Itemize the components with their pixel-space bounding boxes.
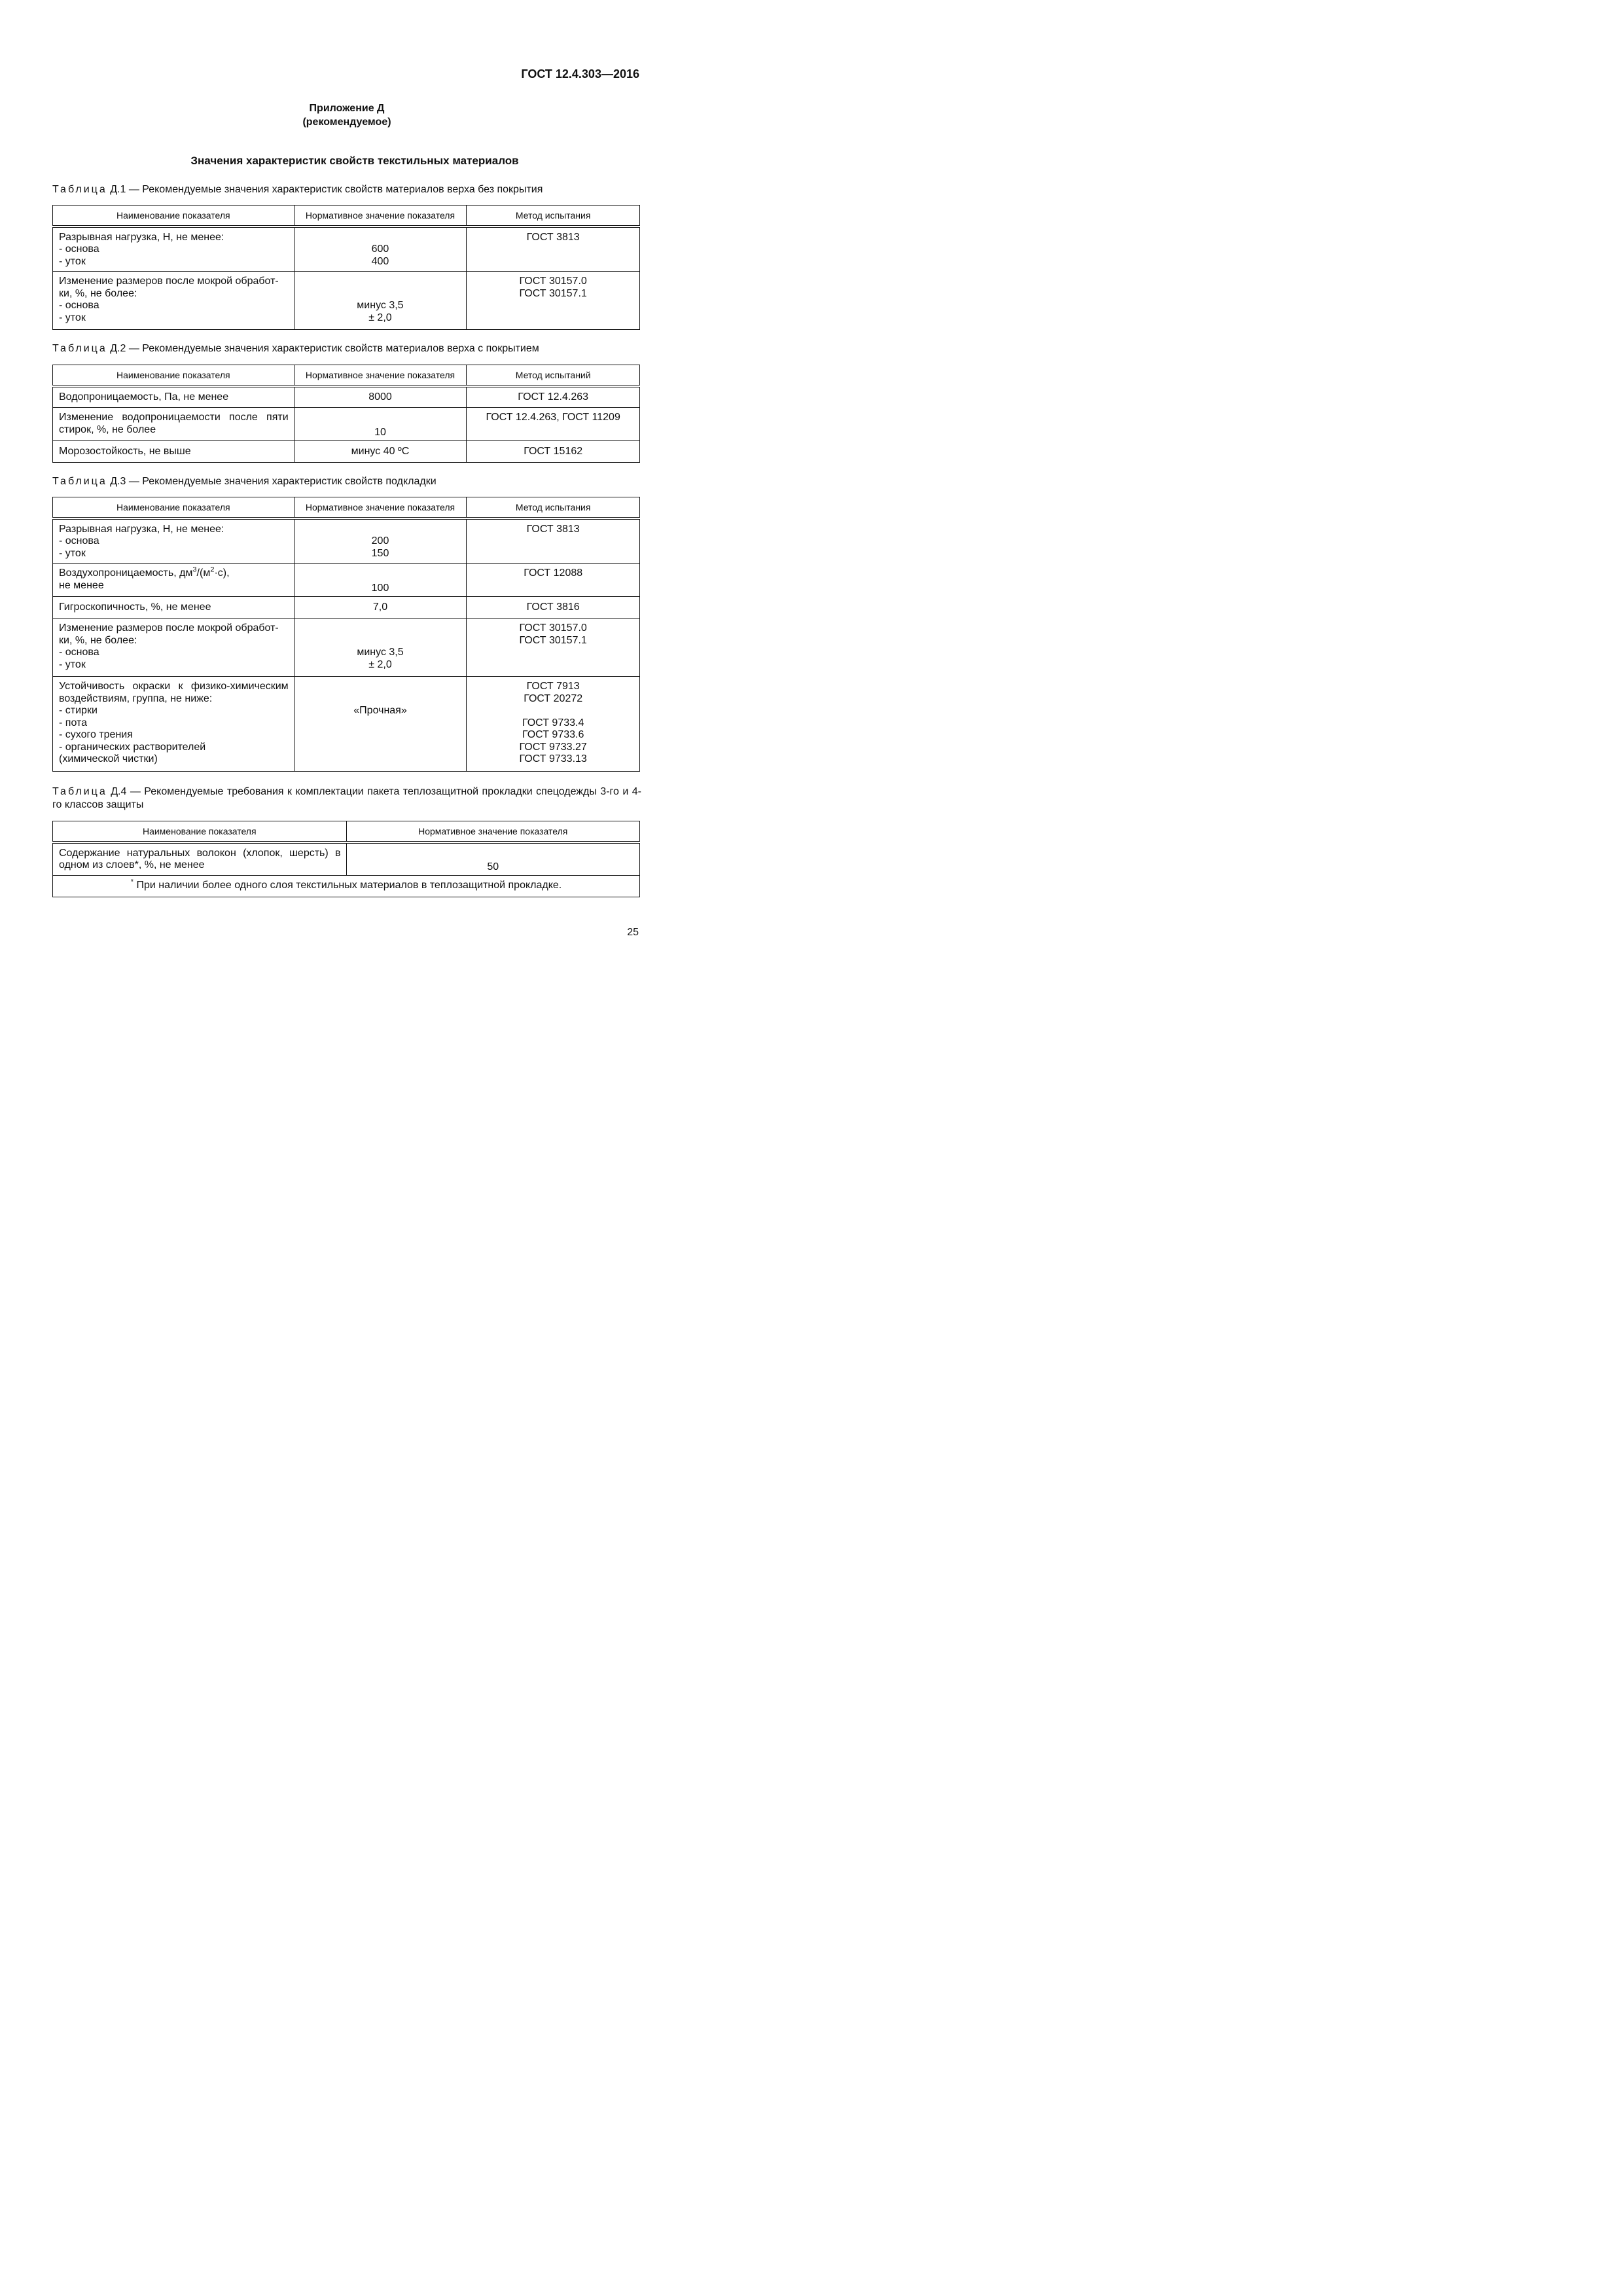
table-prefix: Таблица: [52, 786, 107, 797]
table-d3-caption: [52, 475, 641, 488]
indicator-value: 50: [346, 842, 639, 876]
table-caption-text: Д.4 — Рекомендуемые требования к комплектации пакета теплозащитной прокладки спецодежды 3-го и 4-го классов защиты: [52, 786, 641, 810]
test-method: ГОСТ 12.4.263, ГОСТ 11209: [467, 408, 640, 441]
indicator-name: Воздухопроницаемость, $дм^3/(м^2\cdot с)$, не менее: [53, 564, 294, 597]
indicator-value: 8000: [294, 386, 467, 408]
table-row: [53, 272, 640, 330]
column-header-value: Нормативное значение показателя: [294, 497, 467, 518]
table-row: [53, 677, 640, 772]
table-d2-caption: [52, 342, 641, 355]
column-header-name: Наименование показателя: [53, 206, 294, 226]
table-row: [53, 518, 640, 564]
indicator-value: «Прочная»: [294, 677, 467, 772]
test-method: ГОСТ 3816: [467, 597, 640, 619]
test-method: ГОСТ 3813: [467, 226, 640, 272]
table-row: [53, 842, 640, 876]
table-prefix: Таблица: [52, 343, 107, 354]
table-d3: [52, 497, 640, 772]
test-method: ГОСТ 12.4.263: [467, 386, 640, 408]
table-d4-caption: [52, 785, 641, 812]
column-header-value: Нормативное значение показателя: [294, 206, 467, 226]
column-header-method: Метод испытаний: [467, 365, 640, 386]
column-header-name: Наименование показателя: [53, 821, 347, 842]
column-header-value: Нормативное значение показателя: [346, 821, 639, 842]
test-method: ГОСТ 3813: [467, 518, 640, 564]
table-row: [53, 408, 640, 441]
column-header-name: Наименование показателя: [53, 497, 294, 518]
test-method: ГОСТ 15162: [467, 441, 640, 463]
column-header-value: Нормативное значение показателя: [294, 365, 467, 386]
document-code: ГОСТ 12.4.303—2016: [521, 67, 639, 81]
indicator-name: Изменение водопроницаемости после пяти стирок, %, не более: [53, 408, 294, 441]
indicator-value: 7,0: [294, 597, 467, 619]
table-d4: [52, 821, 640, 897]
table-caption-text: Д.1 — Рекомендуемые значения характеристик свойств материалов верха без покрытия: [110, 184, 543, 195]
table-row: [53, 564, 640, 597]
indicator-value: минус 3,5 ± 2,0: [294, 272, 467, 330]
table-caption-text: Д.3 — Рекомендуемые значения характеристик свойств подкладки: [110, 476, 437, 487]
table-prefix: Таблица: [52, 184, 107, 195]
table-row: [53, 441, 640, 463]
column-header-name: Наименование показателя: [53, 365, 294, 386]
indicator-name: Гигроскопичность, %, не менее: [53, 597, 294, 619]
table-d2: [52, 365, 640, 463]
indicator-name: Изменение размеров после мокрой обработ- ки, %, не более: - основа - уток: [53, 272, 294, 330]
indicator-value: минус 3,5 ± 2,0: [294, 619, 467, 677]
footnote-text: При наличии более одного слоя текстильных материалов в теплозащитной прокладке.: [134, 880, 562, 891]
indicator-value: минус 40 ºС: [294, 441, 467, 463]
column-header-method: Метод испытания: [467, 206, 640, 226]
indicator-name: Содержание натуральных волокон (хлопок, шерсть) в одном из слоев*, %, не менее: [53, 842, 347, 876]
footnote-mark: *: [130, 878, 134, 886]
indicator-name: Устойчивость окраски к физико-химическим воздействиям, группа, не ниже: - стирки - пота - сухого трения - органических растворителей (химической чистки): [53, 677, 294, 772]
indicator-name: Изменение размеров после мокрой обработ- ки, %, не более: - основа - уток: [53, 619, 294, 677]
table-row: [53, 386, 640, 408]
indicator-name: Водопроницаемость, Па, не менее: [53, 386, 294, 408]
appendix-heading: [0, 101, 694, 129]
test-method: ГОСТ 30157.0 ГОСТ 30157.1: [467, 272, 640, 330]
indicator-value: 10: [294, 408, 467, 441]
section-title: Значения характеристик свойств текстильных материалов: [190, 154, 519, 167]
table-footnote: [53, 876, 640, 897]
page-number: 25: [627, 927, 639, 938]
test-method: ГОСТ 30157.0 ГОСТ 30157.1: [467, 619, 640, 677]
appendix-status: (рекомендуемое): [302, 117, 391, 128]
indicator-name: Морозостойкость, не выше: [53, 441, 294, 463]
table-d1: [52, 205, 640, 330]
table-d1-caption: [52, 183, 641, 196]
table-caption-text: Д.2 — Рекомендуемые значения характеристик свойств материалов верха с покрытием: [110, 343, 539, 354]
test-method: ГОСТ 12088: [467, 564, 640, 597]
indicator-name: Разрывная нагрузка, Н, не менее: - основа - уток: [53, 226, 294, 272]
table-row: [53, 597, 640, 619]
indicator-value: 200 150: [294, 518, 467, 564]
table-footnote-row: [53, 876, 640, 897]
table-row: [53, 226, 640, 272]
column-header-method: Метод испытания: [467, 497, 640, 518]
table-row: [53, 619, 640, 677]
appendix-title: Приложение Д: [309, 103, 385, 114]
indicator-name: Разрывная нагрузка, Н, не менее: - основа - уток: [53, 518, 294, 564]
table-prefix: Таблица: [52, 476, 107, 487]
indicator-value: 100: [294, 564, 467, 597]
test-method: ГОСТ 7913 ГОСТ 20272 ГОСТ 9733.4 ГОСТ 9733.6 ГОСТ 9733.27 ГОСТ 9733.13: [467, 677, 640, 772]
indicator-value: 600 400: [294, 226, 467, 272]
